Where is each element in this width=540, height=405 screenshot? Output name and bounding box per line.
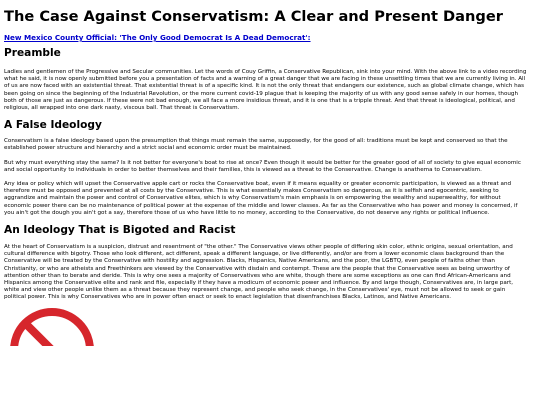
- section-heading: Preamble: [4, 47, 61, 59]
- paragraph: But why must everything stay the same? Is it not better for everyone's boat to rise at once? Even though it would be better for the greater good of all of society to give equal economic and social opportunity to individuals in order to better themselves and their families, this is viewed as a threat to the Conservative. Change is anathema to Conservatism.: [4, 159, 521, 173]
- section-bigoted-racist: [4, 224, 528, 302]
- paragraph: Conservatism is a false ideology based upon the presumption that things must remain the same, supposedly, for the good of all: traditions must be kept and conserved so that the established power structure and hierarchy and a strict social and economic order must be maintained.: [4, 138, 508, 152]
- section-preamble: [4, 47, 528, 112]
- section-heading: An Ideology That is Bigoted and Racist: [4, 224, 236, 237]
- paragraph: Any idea or policy which will upset the Conservative apple cart or rocks the Conservative boat, even if it means equality or greater economic participation, is viewed as a threat and therefore must be opposed and prevented at all costs by the Conservative. This is what essentially makes Conservatism so dangerous, as it is selfish and egocentric, seeking to aggrandize and maintain the power and control of Conservative elites, which is why Conservatism's main emphasis is on empowering the wealthy and superwealthy, for without economic power there can be no maintenance of political power at the expense of the middle and lower classes. As far as the Conservative who has power and money is concerned, if you ain't got the dough you ain't got a say, therefore those of us who have little to no money, according to the Conservative, do not deserve any rights or political influence.: [4, 181, 518, 216]
- paragraph: At the heart of Conservatism is a suspicion, distrust and resentment of "the other." The Conservative views other people of differing skin color, ethnic origins, sexual orientation, and cultural difference with bigotry. Those who look different, act different, speak a different language, or live differently, and/or are from a lower economic class background than the Conservative will be treated by the Conservative with hostility and aggression. Blacks, Hispanics, Native Americans, and the poor, the LGBTQ, even people of faiths other than Christianity, or who are atheists and Freethinkers are viewed by the Conservative with disdain and contempt. These are the people that the Conservative sees as being unworthy of attention other than to berate and deride. This is why one sees a majority of Conservatives who are white, though there are some exceptions as one can find African-Americans and Hispanics among the Conservative elite and rank and file, especially if they have a modicum of economic power and influence. By and large though, Conservatives are, in large part, white and view other people unlike them as a threat because they represent change, and people who seek change, in the Conservatives' eye, must not be allowed to seek or gain political power. This is why Conservatives who are in power often enact or seek to enact legislation that disenfranchises Blacks, Latinos, and Native Americans.: [4, 244, 514, 301]
- section-false-ideology: [4, 119, 528, 217]
- video-link[interactable]: New Mexico County Official: 'The Only Good Democrat Is A Dead Democrat':: [4, 33, 311, 42]
- section-heading: A False Ideology: [4, 119, 102, 132]
- prohibition-sign-icon: [8, 306, 98, 346]
- page-title: The Case Against Conservatism: A Clear and Present Danger: [4, 8, 503, 25]
- paragraph: Ladies and gentlemen of the Progressive and Secular communities. Let the words of Couy Griffin, a Conservative Republican, sink into your mind. With the above link to a video recording what he said, it is now openly submitted before you a presentation of facts and a warning of a great danger that we are facing in these unsettling times that we are currently living in. All of us are now faced with an existential threat. That existential threat is of a specific kind. It is not the only threat that endangers our existence, such as global climate change, which has been going on since the beginning of the Industrial Revolution, or the more current covid-19 plague that is keeping the majority of us with any good sense safely in our homes, though both of those are just as dangerous. If these were not bad enough, we all face a more insidious threat, and it is one that is a tripple threat. And that threat is ideological, political, and religious, all wrapped into one dark nasty, viscous ball. That threat is Conservatism.: [4, 69, 527, 112]
